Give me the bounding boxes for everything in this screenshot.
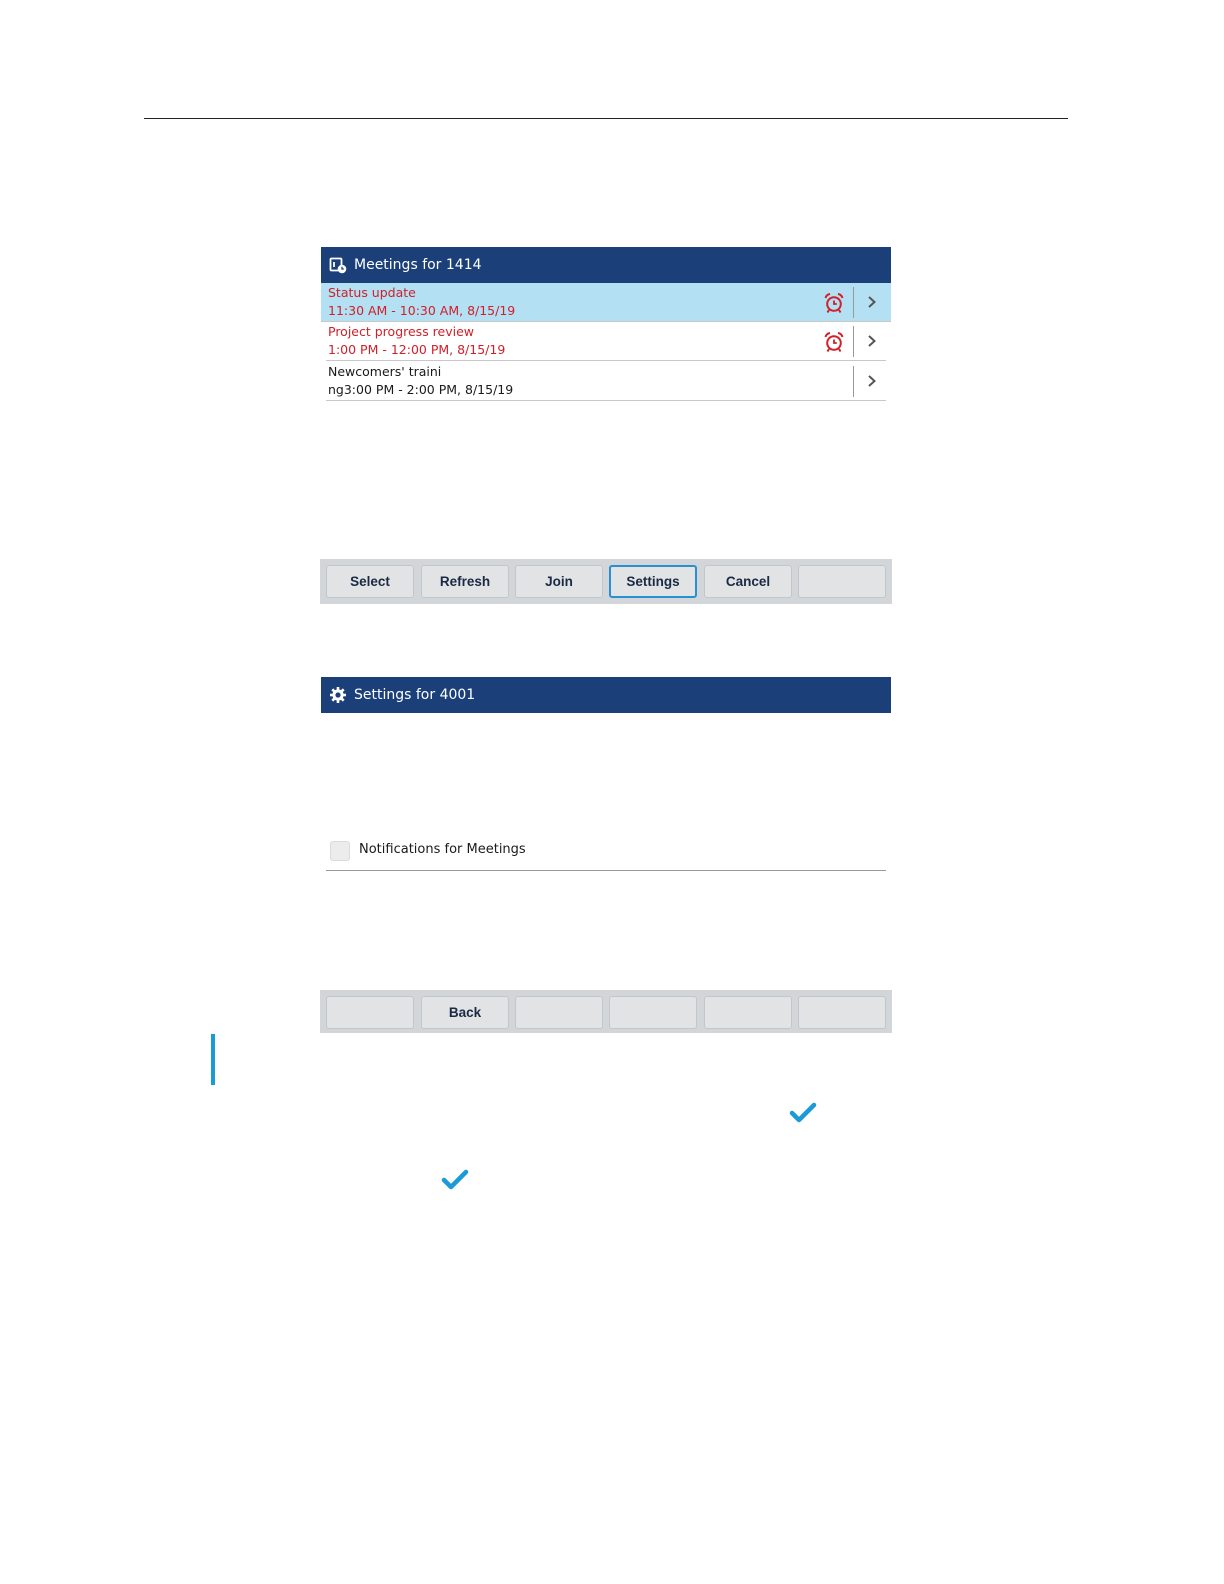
checkmark-icon: [789, 1102, 817, 1128]
select-button[interactable]: Select: [326, 565, 414, 598]
settings-header: [321, 677, 891, 713]
top-rule: [144, 118, 1068, 119]
gear-icon: [329, 686, 347, 704]
notifications-label: Notifications for Meetings: [359, 842, 526, 857]
meeting-time: 11:30 AM - 10:30 AM, 8/15/19: [328, 303, 516, 318]
settings-title: Settings for 4001: [354, 687, 476, 703]
meetings-title: Meetings for 1414: [354, 257, 482, 273]
meeting-item-1[interactable]: [321, 322, 891, 361]
empty-softkey[interactable]: [798, 565, 886, 598]
empty-softkey[interactable]: [798, 996, 886, 1029]
meetings-header: [321, 247, 891, 283]
meeting-subject: Project progress review: [328, 324, 475, 339]
note-bar: [211, 1034, 215, 1085]
join-button[interactable]: Join: [515, 565, 603, 598]
row-separator: [853, 366, 854, 397]
checkmark-icon: [441, 1169, 469, 1195]
chevron-right-icon[interactable]: [865, 373, 879, 389]
empty-softkey[interactable]: [326, 996, 414, 1029]
row-divider: [326, 360, 886, 361]
refresh-button[interactable]: Refresh: [421, 565, 509, 598]
notifications-checkbox[interactable]: [330, 841, 350, 861]
alarm-clock-icon: [823, 292, 845, 314]
calendar-clock-icon: [329, 256, 347, 274]
empty-softkey[interactable]: [704, 996, 792, 1029]
alarm-clock-icon: [823, 331, 845, 353]
meeting-time: ng3:00 PM - 2:00 PM, 8/15/19: [328, 382, 514, 397]
settings-softkey-bar: [320, 990, 892, 1033]
meeting-item-2[interactable]: [321, 362, 891, 401]
chevron-right-icon[interactable]: [865, 333, 879, 349]
cancel-button[interactable]: Cancel: [704, 565, 792, 598]
meetings-softkey-bar: [320, 559, 892, 604]
row-separator: [853, 326, 854, 357]
row-divider: [326, 870, 886, 871]
empty-softkey[interactable]: [515, 996, 603, 1029]
meeting-item-0[interactable]: [321, 283, 891, 322]
meeting-time: 1:00 PM - 12:00 PM, 8/15/19: [328, 342, 506, 357]
row-divider: [326, 400, 886, 401]
settings-button[interactable]: Settings: [609, 565, 697, 598]
empty-softkey[interactable]: [609, 996, 697, 1029]
meeting-subject: Newcomers' traini: [328, 364, 442, 379]
back-button[interactable]: Back: [421, 996, 509, 1029]
row-separator: [853, 287, 854, 318]
notifications-setting-row[interactable]: [326, 834, 886, 871]
meeting-subject: Status update: [328, 285, 416, 300]
chevron-right-icon[interactable]: [865, 294, 879, 310]
